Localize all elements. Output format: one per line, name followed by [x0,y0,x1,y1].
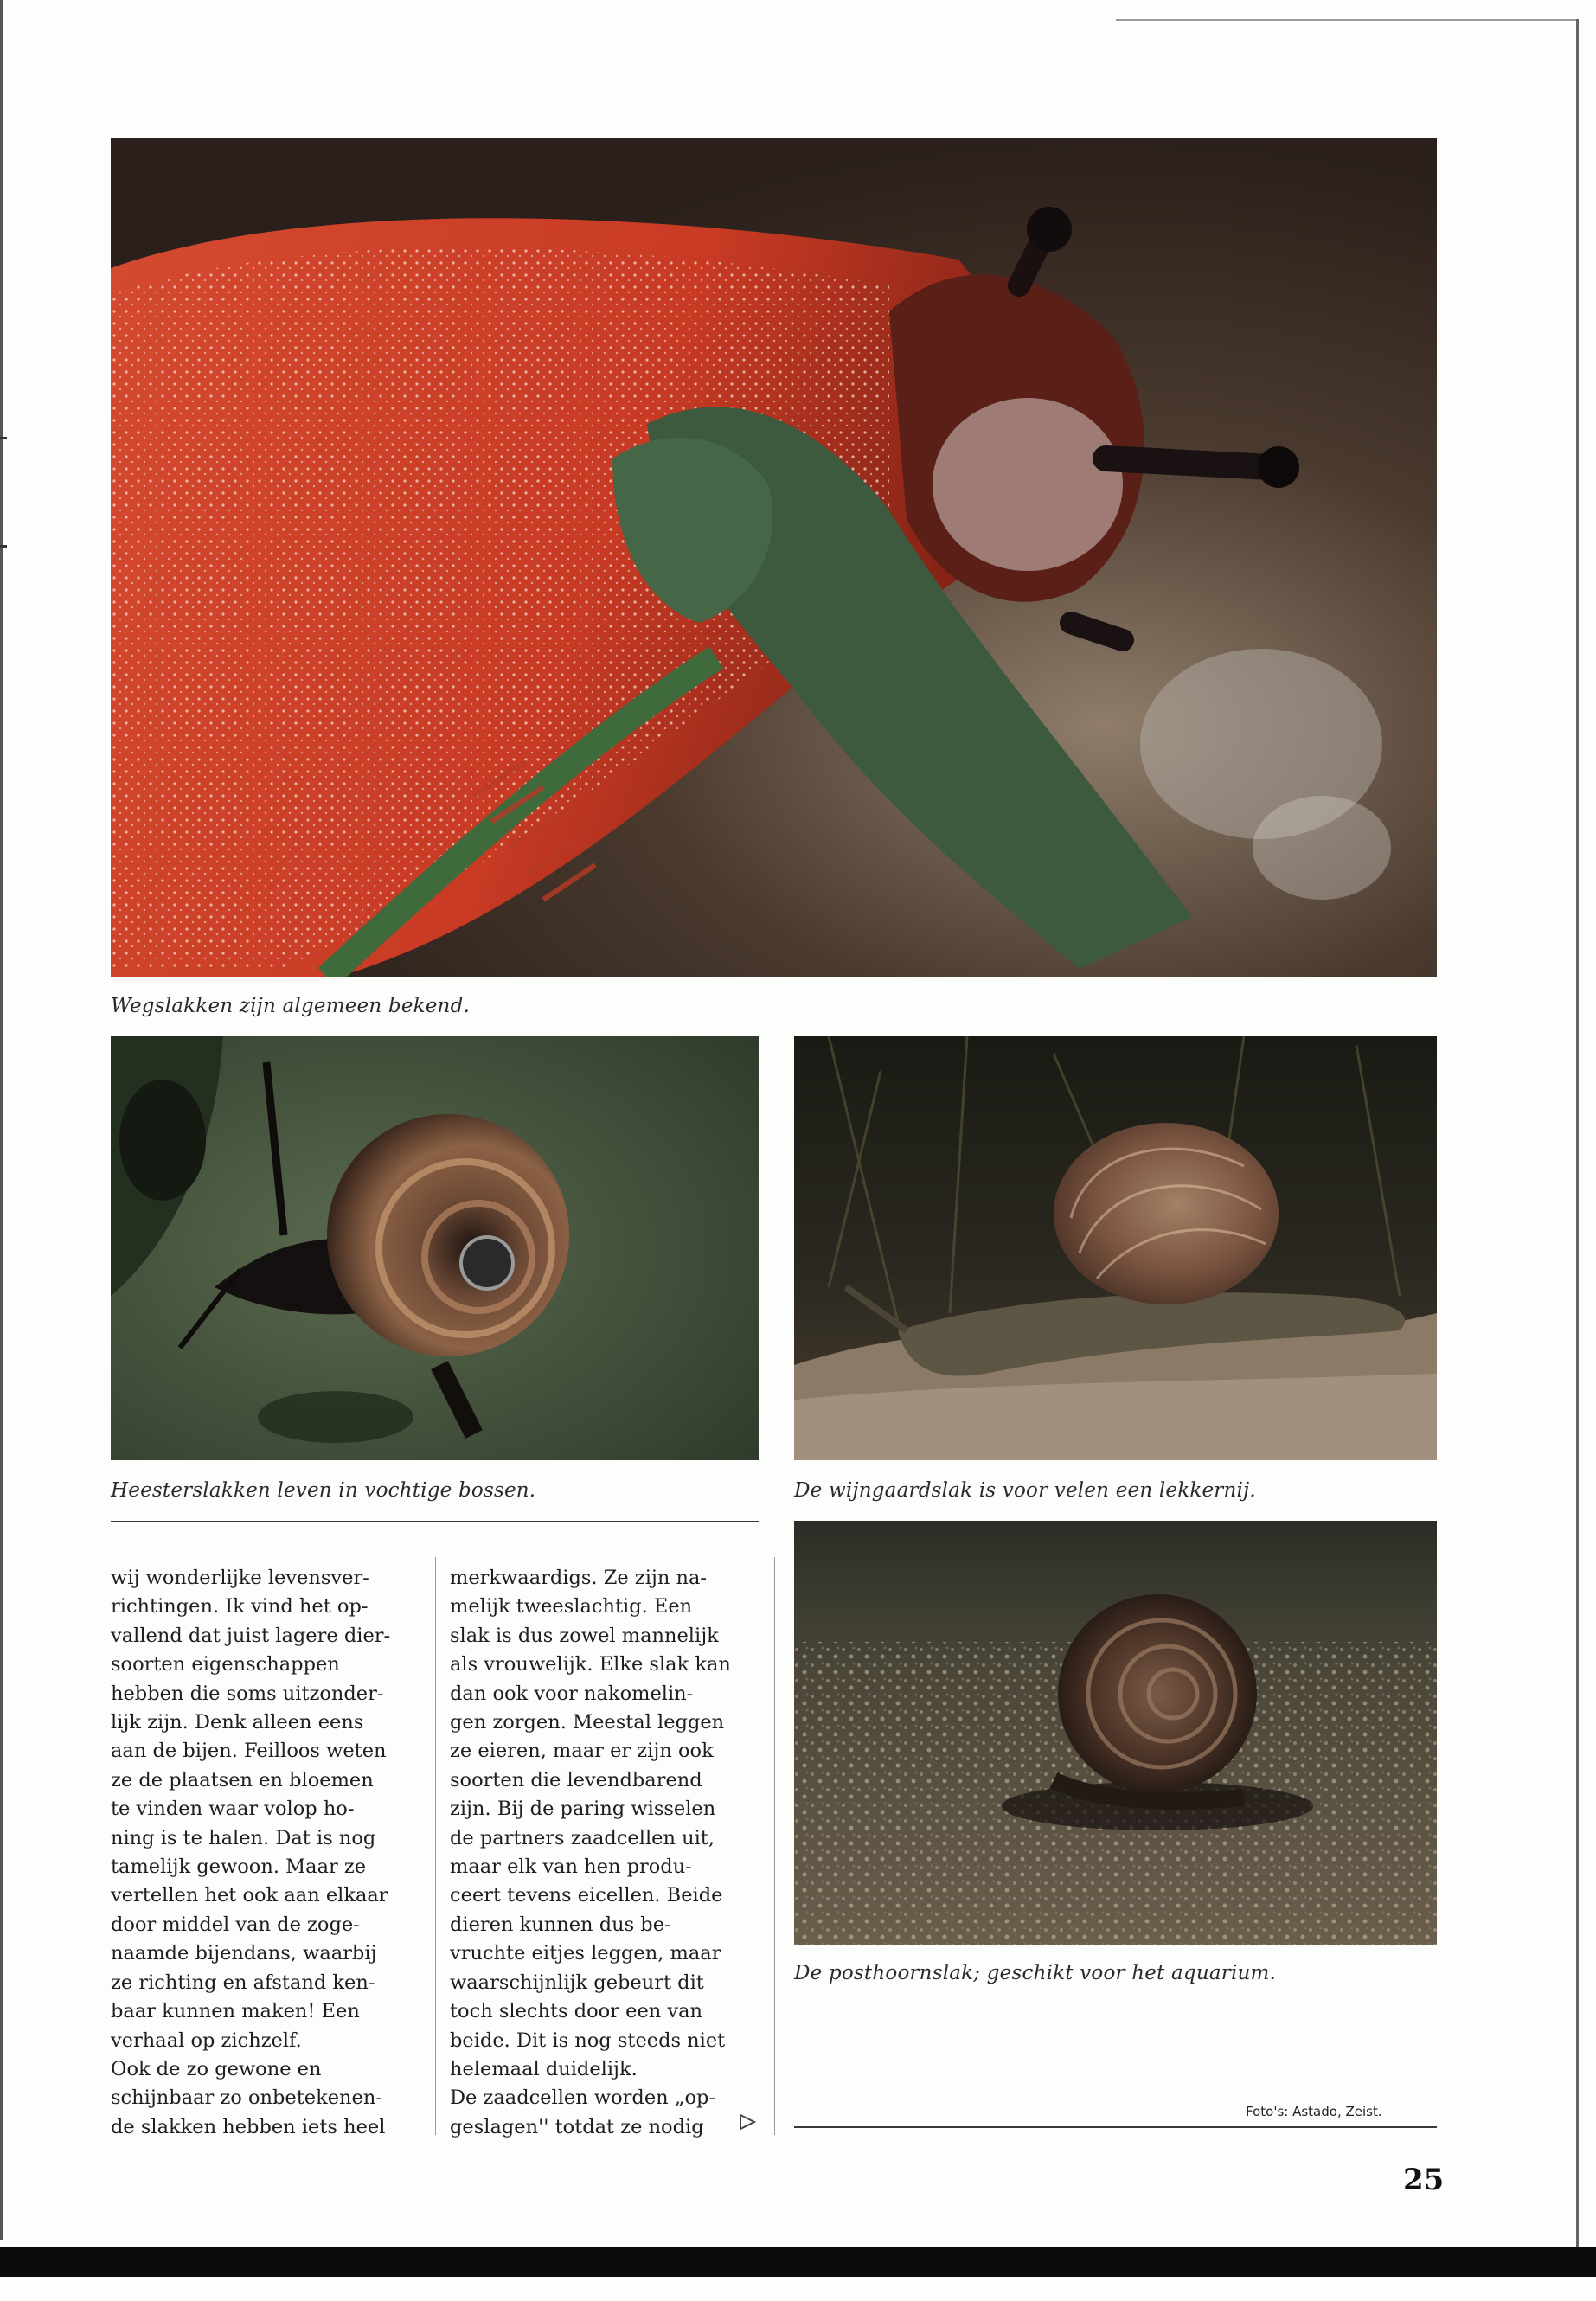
top-right-line [1116,19,1579,21]
text-line: De zaadcellen worden „op- [450,2086,715,2110]
text-line: geslagen'' totdat ze nodig [450,2115,704,2138]
left-edge-line [0,0,3,2240]
text-line: dan ook voor nakomelin- [450,1682,694,1705]
text-line: lijk zijn. Denk alleen eens [111,1711,364,1734]
left-edge-tick [0,437,7,439]
text-line: maar elk van hen produ- [450,1856,692,1879]
section-rule [111,1521,759,1522]
text-line: vallend dat juist lagere dier- [111,1624,391,1647]
text-line: Ook de zo gewone en [111,2057,322,2080]
photo-credit: Foto's: Astado, Zeist. [1246,2104,1382,2119]
caption-photo-2: Heesterslakken leven in vochtige bossen. [111,1479,536,1502]
text-line: hebben die soms uitzonder- [111,1682,384,1705]
photo-vineyard-snail [794,1036,1437,1460]
text-line: baar kunnen maken! Een [111,2000,360,2023]
caption-photo-1: Wegslakken zijn algemeen bekend. [111,995,470,1017]
text-line: richtingen. Ik vind het op- [111,1595,369,1618]
body-text-column-2 [450,1564,770,2142]
text-line: ze de plaatsen en bloemen [111,1768,374,1791]
text-line: zijn. Bij de paring wisselen [450,1798,716,1821]
text-line: slak is dus zowel mannelijk [450,1624,719,1647]
right-edge-line [1576,19,1579,2259]
text-line: de slakken hebben iets heel [111,2115,386,2138]
text-line: naamde bijendans, waarbij [111,1942,377,1965]
continue-arrow-icon [738,2112,757,2131]
text-line: aan de bijen. Feilloos weten [111,1740,387,1763]
text-line: ceert tevens eicellen. Beide [450,1884,723,1907]
text-line: helemaal duidelijk. [450,2057,638,2080]
credit-rule [794,2126,1437,2128]
text-line: vertellen het ook aan elkaar [111,1884,388,1907]
caption-photo-4: De posthoornslak; geschikt voor het aquarium. [794,1962,1277,1984]
text-line: ning is te halen. Dat is nog [111,1826,376,1849]
photo-shrub-snail [111,1036,759,1460]
bottom-edge-bar [0,2247,1596,2277]
text-line: de partners zaadcellen uit, [450,1826,715,1849]
text-line: melijk tweeslachtig. Een [450,1595,693,1618]
left-edge-tick [0,545,7,548]
text-line: ze richting en afstand ken- [111,1971,375,1994]
text-line: ze eieren, maar er zijn ook [450,1740,714,1763]
text-line: als vrouwelijk. Elke slak kan [450,1653,731,1676]
text-line: soorten die levendbarend [450,1768,702,1791]
text-line: dieren kunnen dus be- [450,1913,671,1936]
text-line: verhaal op zichzelf. [111,2029,302,2052]
text-line: vruchte eitjes leggen, maar [450,1942,721,1965]
page-number: 25 [1403,2163,1445,2197]
text-line: waarschijnlijk gebeurt dit [450,1971,704,1994]
text-line: soorten eigenschappen [111,1653,340,1676]
body-text-column-1 [111,1564,426,2142]
text-line: te vinden waar volop ho- [111,1798,355,1821]
text-line: schijnbaar zo onbetekenen- [111,2086,382,2110]
text-line: gen zorgen. Meestal leggen [450,1711,725,1734]
text-line: wij wonderlijke levensver- [111,1567,369,1589]
text-line: beide. Dit is nog steeds niet [450,2029,726,2052]
photo-ramshorn-snail [794,1521,1437,1945]
column-divider [435,1557,436,2135]
photo-red-slug [111,138,1437,977]
text-line: door middel van de zoge- [111,1913,360,1936]
text-line: merkwaardigs. Ze zijn na- [450,1567,708,1589]
text-line: tamelijk gewoon. Maar ze [111,1856,367,1879]
text-line: toch slechts door een van [450,2000,703,2023]
caption-photo-3: De wijngaardslak is voor velen een lekkernij. [794,1479,1256,1502]
column-divider [774,1557,775,2135]
